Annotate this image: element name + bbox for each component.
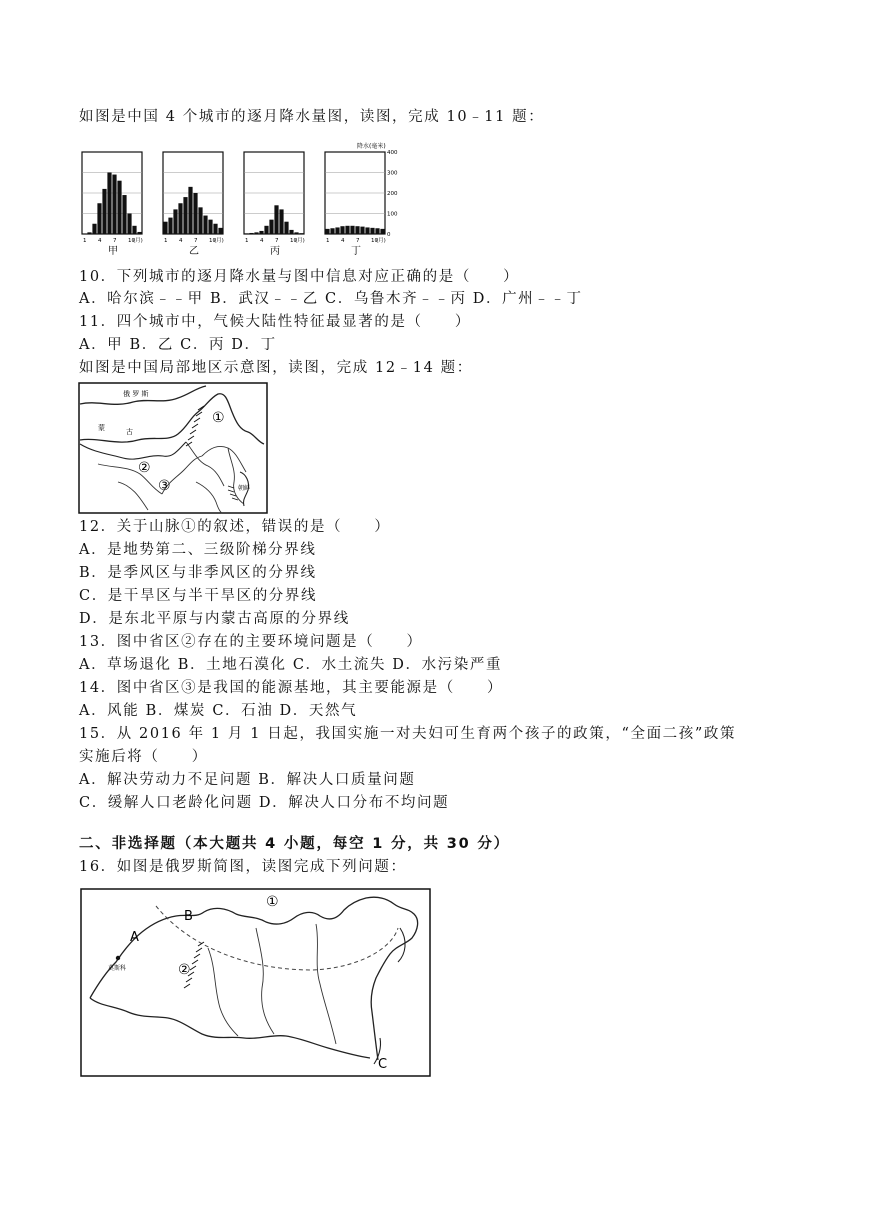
q10-options: A．哈尔滨﹣﹣甲 B．武汉﹣﹣乙 C．乌鲁木齐﹣﹣丙 D．广州﹣﹣丁 bbox=[79, 291, 583, 307]
axis-title: 降水(毫米) bbox=[357, 143, 386, 150]
q12-stem: 12．关于山脉①的叙述，错误的是（ ） bbox=[79, 519, 391, 535]
precip-bar bbox=[173, 209, 177, 234]
y-tick-label: 100 bbox=[387, 211, 398, 218]
precip-bar bbox=[102, 189, 106, 234]
panel-label: 丁 bbox=[351, 246, 361, 257]
x-tick-label: 7 bbox=[275, 238, 279, 244]
precip-bar bbox=[284, 222, 288, 234]
precip-bar bbox=[274, 205, 278, 234]
precip-bar bbox=[360, 227, 364, 234]
q12-option-b: B．是季风区与非季风区的分界线 bbox=[79, 565, 317, 581]
precip-bar bbox=[168, 218, 172, 234]
precip-bar bbox=[213, 224, 217, 234]
precip-bar bbox=[340, 226, 344, 234]
y-tick-label: 200 bbox=[387, 191, 398, 197]
precip-bar bbox=[355, 226, 359, 234]
precip-panel-3 bbox=[325, 152, 386, 257]
precip-bar bbox=[188, 187, 192, 234]
x-tick-label: 1 bbox=[326, 238, 330, 244]
precipitation-figure bbox=[78, 140, 418, 264]
q15-options-line1: A．解决劳动力不足问题 B．解决人口质量问题 bbox=[79, 772, 416, 788]
precip-bar bbox=[112, 175, 116, 234]
precip-panel-2 bbox=[244, 152, 305, 257]
label-c: C bbox=[378, 1057, 388, 1072]
precip-bar bbox=[299, 233, 303, 234]
y-tick-label: 300 bbox=[387, 170, 398, 177]
precip-bar bbox=[289, 230, 293, 234]
precip-bar bbox=[279, 209, 283, 234]
precip-bar bbox=[365, 227, 369, 234]
q14-stem: 14．图中省区③是我国的能源基地，其主要能源是（ ） bbox=[79, 680, 504, 696]
precip-bar bbox=[264, 226, 268, 234]
precip-bar bbox=[254, 232, 258, 234]
precip-bar bbox=[259, 231, 263, 234]
precip-bar bbox=[269, 220, 273, 234]
precip-bar bbox=[132, 226, 136, 234]
q13-stem: 13．图中省区②存在的主要环境问题是（ ） bbox=[79, 634, 423, 650]
precip-bar bbox=[375, 228, 379, 234]
precip-bar bbox=[193, 193, 197, 234]
panel-label: 甲 bbox=[108, 246, 118, 257]
q15-stem-line2: 实施后将（ ） bbox=[79, 749, 208, 765]
marker-2: ② bbox=[178, 962, 191, 978]
x-tick-label: 10 bbox=[371, 238, 378, 244]
x-tick-label: 1 bbox=[245, 238, 249, 244]
precip-bar bbox=[163, 222, 167, 234]
precip-bar bbox=[218, 228, 222, 234]
q10-stem: 10．下列城市的逐月降水量与图中信息对应正确的是（ ） bbox=[79, 269, 520, 285]
panel-label: 乙 bbox=[189, 246, 199, 257]
panel-label: 丙 bbox=[270, 246, 280, 257]
precip-bar bbox=[87, 232, 91, 234]
precip-bar bbox=[97, 203, 101, 234]
precip-bar bbox=[350, 226, 354, 234]
x-tick-label: 7 bbox=[356, 238, 360, 244]
precip-bar bbox=[249, 233, 253, 234]
q11-options: A．甲 B．乙 C．丙 D．丁 bbox=[79, 337, 277, 353]
x-tick-label: 1 bbox=[83, 238, 87, 244]
x-tick-label: 4 bbox=[341, 238, 345, 244]
precip-bar bbox=[127, 214, 131, 235]
y-tick-label: 0 bbox=[387, 232, 391, 238]
precip-bar bbox=[244, 233, 248, 234]
q16-stem: 16．如图是俄罗斯简图，读图完成下列问题： bbox=[79, 859, 407, 875]
section2-heading: 二、非选择题（本大题共 4 小题，每空 1 分，共 30 分） bbox=[79, 836, 510, 852]
precip-bar bbox=[335, 227, 339, 234]
x-tick-label: 4 bbox=[98, 238, 102, 244]
precip-bar bbox=[208, 220, 212, 234]
x-tick-label: 10 bbox=[128, 238, 135, 244]
x-tick-label: (月) bbox=[214, 238, 224, 244]
x-tick-label: 7 bbox=[113, 238, 117, 244]
q13-options: A．草场退化 B．土地石漠化 C．水土流失 D．水污染严重 bbox=[79, 657, 503, 673]
precip-bar bbox=[183, 197, 187, 234]
china-region-map bbox=[78, 382, 268, 518]
q12-option-d: D．是东北平原与内蒙古高原的分界线 bbox=[79, 611, 350, 627]
precip-bar bbox=[325, 229, 329, 234]
x-tick-label: 1 bbox=[164, 238, 168, 244]
marker-2: ② bbox=[138, 460, 151, 476]
q12-option-c: C．是干旱区与半干旱区的分界线 bbox=[79, 588, 318, 604]
label-russia: 俄 罗 斯 bbox=[123, 390, 149, 398]
q11-stem: 11．四个城市中，气候大陆性特征最显著的是（ ） bbox=[79, 314, 471, 330]
intro-map: 如图是中国局部地区示意图，读图，完成 12﹣14 题： bbox=[79, 360, 473, 376]
precip-panel-1 bbox=[163, 152, 224, 257]
precip-bar bbox=[330, 228, 334, 234]
precip-bar bbox=[107, 173, 111, 235]
x-tick-label: 4 bbox=[179, 238, 183, 244]
marker-3: ③ bbox=[158, 478, 171, 494]
y-tick-label: 400 bbox=[387, 150, 398, 156]
label-mongolia-2: 古 bbox=[126, 428, 133, 436]
x-tick-label: 10 bbox=[290, 238, 297, 244]
precip-bar bbox=[117, 181, 121, 234]
label-a: A bbox=[130, 930, 139, 945]
x-tick-label: 4 bbox=[260, 238, 264, 244]
marker-1: ① bbox=[212, 410, 225, 426]
label-korea: 朝鲜 bbox=[238, 485, 251, 492]
precip-panel-0 bbox=[82, 152, 143, 257]
x-tick-label: 10 bbox=[209, 238, 216, 244]
precip-bar bbox=[178, 203, 182, 234]
x-tick-label: (月) bbox=[295, 238, 305, 244]
precip-bar bbox=[370, 228, 374, 234]
precip-bar bbox=[294, 232, 298, 234]
precip-bar bbox=[380, 229, 384, 234]
precip-bar bbox=[198, 207, 202, 234]
precip-bar bbox=[203, 216, 207, 234]
x-tick-label: (月) bbox=[133, 238, 143, 244]
marker-1: ① bbox=[266, 894, 279, 910]
q15-stem-line1: 15．从 2016 年 1 月 1 日起，我国实施一对夫妇可生育两个孩子的政策，“全面二孩”政策 bbox=[79, 726, 737, 742]
label-b: B bbox=[184, 909, 193, 924]
precip-bar bbox=[122, 195, 126, 234]
label-moscow: 莫斯科 bbox=[108, 965, 127, 972]
precip-bar bbox=[345, 226, 349, 234]
label-mongolia-1: 蒙 bbox=[98, 424, 105, 432]
intro-precip: 如图是中国 4 个城市的逐月降水量图，读图，完成 10﹣11 题： bbox=[79, 109, 545, 125]
q15-options-line2: C．缓解人口老龄化问题 D．解决人口分布不均问题 bbox=[79, 795, 450, 811]
precip-bar bbox=[92, 224, 96, 234]
q12-option-a: A．是地势第二、三级阶梯分界线 bbox=[79, 542, 317, 558]
russia-map bbox=[80, 888, 432, 1082]
x-tick-label: 7 bbox=[194, 238, 198, 244]
q14-options: A．风能 B．煤炭 C．石油 D．天然气 bbox=[79, 703, 358, 719]
x-tick-label: (月) bbox=[376, 238, 386, 244]
precip-bar bbox=[137, 232, 141, 234]
